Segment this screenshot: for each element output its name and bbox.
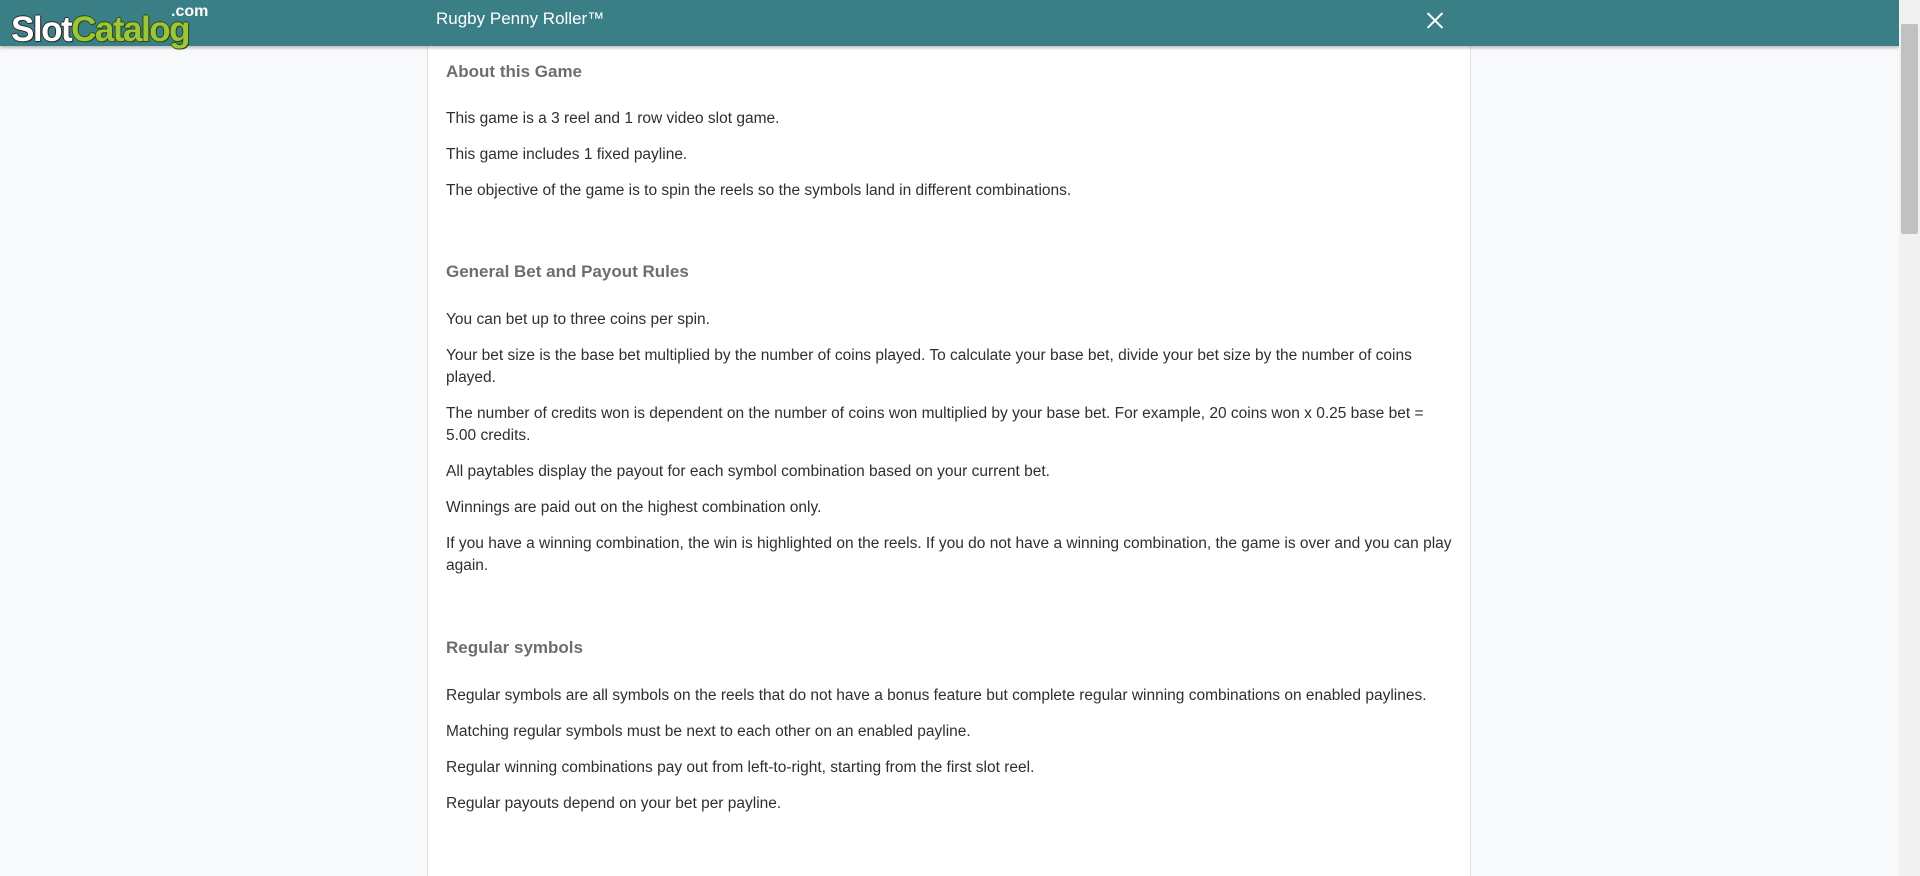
logo-text-com: .com (171, 3, 209, 20)
paragraph: All paytables display the payout for each symbol combination based on your current bet. (446, 463, 1050, 480)
close-icon[interactable] (1422, 7, 1448, 33)
section-general-bet-rules (446, 202, 1452, 577)
paragraph: Your bet size is the base bet multiplied by the number of coins played. To calculate your base bet, divide your bet size by the number of coins played. (446, 347, 1412, 386)
top-bar (0, 0, 1899, 49)
section-heading: General Bet and Payout Rules (446, 262, 689, 281)
paragraph: You can bet up to three coins per spin. (446, 311, 710, 328)
scrollbar-thumb[interactable] (1901, 24, 1918, 234)
section-about-game (446, 46, 1452, 202)
paragraph: This game is a 3 reel and 1 row video slot game. (446, 110, 780, 127)
page-scrollbar[interactable] (1899, 0, 1920, 876)
section-heading: Regular symbols (446, 638, 583, 657)
paragraph: Regular payouts depend on your bet per payline. (446, 795, 782, 812)
rules-panel (427, 46, 1471, 876)
logo-text-slot: Slot (11, 10, 72, 49)
window-title: Rugby Penny Roller™ (436, 9, 605, 28)
paragraph: The objective of the game is to spin the reels so the symbols land in different combinations. (446, 182, 1072, 199)
section-regular-symbols (446, 577, 1452, 815)
paragraph: Regular winning combinations pay out from left-to-right, starting from the first slot reel. (446, 759, 1035, 776)
paragraph: If you have a winning combination, the win is highlighted on the reels. If you do not have a winning combination, the game is over and you can play again. (446, 535, 1452, 574)
paragraph: Matching regular symbols must be next to each other on an enabled payline. (446, 723, 971, 740)
paragraph: Winnings are paid out on the highest combination only. (446, 499, 822, 516)
paragraph: This game includes 1 fixed payline. (446, 146, 688, 163)
paragraph: The number of credits won is dependent on the number of coins won multiplied by your base bet. For example, 20 coins won x 0.25 base bet = 5.00 credits. (446, 405, 1424, 444)
site-logo[interactable] (11, 3, 209, 52)
logo-text-catalog: Catalog (71, 10, 189, 49)
section-heading: About this Game (446, 62, 583, 81)
paragraph: Regular symbols are all symbols on the reels that do not have a bonus feature but complete regular winning combinations on enabled paylines. (446, 687, 1427, 704)
